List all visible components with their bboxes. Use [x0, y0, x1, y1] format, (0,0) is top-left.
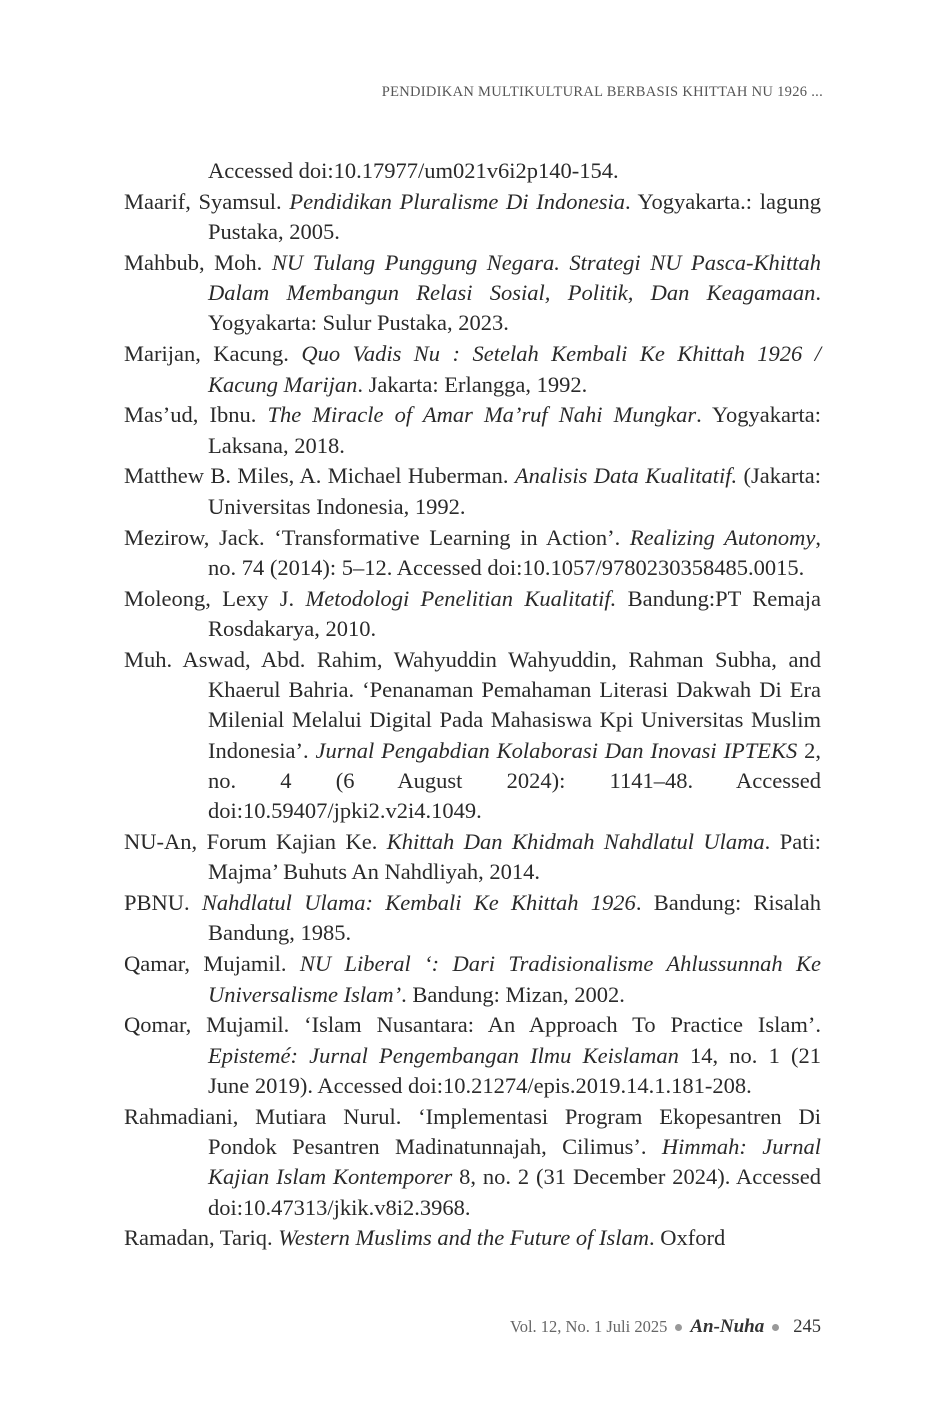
reference-entry — [124, 1102, 821, 1223]
reference-list — [124, 156, 821, 1254]
reference-text: Qomar, Mujamil. ‘Islam Nusantara: An Approach To Practice Islam’. — [124, 1012, 821, 1038]
reference-text: 14, no. 1 (21 June 2019). Accessed doi:10.21274/epis.2019.14.1.181-208. — [208, 1042, 822, 1098]
reference-text: . Pati: Majma’ Buhuts An Nahdliyah, 2014. — [208, 829, 821, 885]
reference-entry — [124, 1223, 821, 1253]
reference-title: Nahdlatul Ulama: Kembali Ke Khittah 1926 — [201, 890, 636, 916]
reference-title: Metodologi Penelitian Kualitatif. — [305, 585, 617, 611]
reference-title: NU Liberal ‘: Dari Tradisionalisme Ahlussunnah Ke Universalisme Islam’ — [208, 951, 821, 1007]
reference-text: Bandung:PT Remaja Rosdakarya, 2010. — [208, 585, 821, 641]
reference-entry — [124, 339, 821, 400]
reference-title: Khittah Dan Khidmah Nahdlatul Ulama — [386, 829, 765, 855]
volume-info: Vol. 12, No. 1 Juli 2025 — [509, 1317, 668, 1336]
reference-text: Muh. Aswad, Abd. Rahim, Wahyuddin Wahyuddin, Rahman Subha, and Khaerul Bahria. ‘Penanaman Pemahaman Literasi Dakwah Di Era Milenial Melalui Digital Pada Mahasiswa Kpi Universitas Muslim Indonesia’. — [124, 646, 821, 763]
reference-title: Quo Vadis Nu : Setelah Kembali Ke Khittah 1926 / Kacung Marijan — [208, 341, 821, 397]
reference-title: Jurnal Pengabdian Kolaborasi Dan Inovasi IPTEKS — [315, 737, 798, 763]
reference-entry — [124, 888, 821, 949]
reference-title: Himmah: Jurnal Kajian Islam Kontemporer — [208, 1134, 821, 1190]
reference-text: (Jakarta: Universitas Indonesia, 1992. — [208, 463, 821, 519]
reference-entry — [124, 949, 821, 1010]
reference-title: The Miracle of Amar Ma’ruf Nahi Mungkar — [267, 402, 697, 428]
reference-text: Rahmadiani, Mutiara Nurul. ‘Implementasi Program Ekopesantren Di Pondok Pesantren Madinatunnajah, Cilimus’. — [124, 1103, 821, 1159]
reference-entry — [124, 248, 821, 339]
reference-text: Mezirow, Jack. ‘Transformative Learning in Action’. — [124, 524, 630, 550]
reference-title: Realizing Autonomy — [629, 524, 816, 550]
reference-title: Analisis Data Kualitatif. — [514, 463, 738, 489]
reference-entry — [124, 400, 821, 461]
journal-logo: An-Nuha — [690, 1316, 765, 1337]
reference-text: Mas’ud, Ibnu. — [124, 402, 268, 428]
reference-text: Mahbub, Moh. — [124, 249, 272, 275]
reference-entry — [124, 827, 821, 888]
reference-text: Qamar, Mujamil. — [124, 951, 300, 977]
reference-text: . Yogyakarta: Sulur Pustaka, 2023. — [208, 280, 821, 336]
reference-text: . Yogyakarta: Laksana, 2018. — [208, 402, 822, 458]
reference-text: Marijan, Kacung. — [124, 341, 302, 367]
reference-entry — [124, 1010, 821, 1101]
running-header: PENDIDIKAN MULTIKULTURAL BERBASIS KHITTAH NU 1926 ... — [381, 84, 823, 100]
reference-text: . Yogyakarta.: lagung Pustaka, 2005. — [208, 188, 821, 245]
reference-text: . Bandung: Mizan, 2002. — [401, 981, 625, 1007]
reference-title: Western Muslims and the Future of Islam — [278, 1225, 650, 1251]
reference-text: 8, no. 2 (31 December 2024). Accessed doi:10.47313/jkik.v8i2.3968. — [208, 1164, 822, 1220]
page-footer — [510, 1316, 821, 1338]
reference-text: Accessed doi:10.17977/um021v6i2p140-154. — [208, 158, 619, 183]
reference-text: . Jakarta: Erlangga, 1992. — [357, 371, 588, 397]
reference-text: Maarif, Syamsul. — [124, 188, 290, 214]
reference-entry — [124, 461, 821, 522]
reference-text: Moleong, Lexy J. — [124, 585, 306, 611]
reference-title: Pendidikan Pluralisme Di Indonesia — [289, 188, 625, 214]
reference-entry — [124, 187, 821, 248]
bullet-separator — [675, 1324, 682, 1331]
reference-text: NU-An, Forum Kajian Ke. — [124, 829, 387, 855]
reference-title: Epistemé: Jurnal Pengembangan Ilmu Keislaman — [208, 1042, 679, 1068]
reference-entry — [124, 156, 821, 186]
reference-text: 2, no. 4 (6 August 2024): 1141–48. Accessed doi:10.59407/jpki2.v2i4.1049. — [208, 737, 822, 824]
reference-text: Matthew B. Miles, A. Michael Huberman. — [124, 463, 515, 489]
reference-text: . Bandung: Risalah Bandung, 1985. — [208, 890, 821, 946]
reference-text: Ramadan, Tariq. — [124, 1225, 279, 1251]
reference-entry — [124, 523, 821, 584]
reference-title: NU Tulang Punggung Negara. Strategi NU Pasca-Khittah Dalam Membangun Relasi Sosial, Politik, Dan Keagamaan — [208, 249, 821, 306]
reference-entry — [124, 584, 821, 645]
reference-text: PBNU. — [124, 890, 202, 916]
reference-entry — [124, 645, 821, 827]
bullet-separator — [772, 1324, 779, 1331]
reference-text: , no. 74 (2014): 5–12. Accessed doi:10.1057/9780230358485.0015. — [208, 524, 821, 580]
page-number: 245 — [793, 1316, 821, 1337]
reference-text: . Oxford — [649, 1225, 726, 1251]
